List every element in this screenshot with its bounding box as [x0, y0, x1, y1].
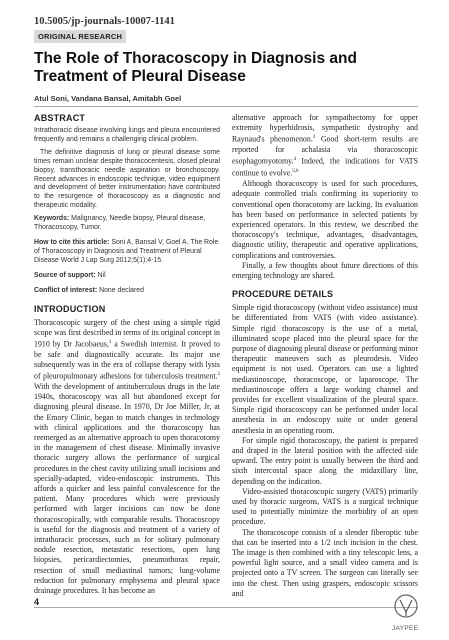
introduction-heading: INTRODUCTION — [34, 303, 106, 314]
cont-ref-3: 3 — [312, 135, 316, 141]
keywords-label: Keywords: — [34, 215, 70, 223]
doi: 10.5005/jp-journals-10007-1141 — [34, 16, 175, 27]
intro-ref-2: 2 — [217, 372, 220, 378]
citation — [34, 239, 220, 266]
source-text: Nil — [97, 271, 106, 279]
conflict-of-interest — [34, 287, 220, 296]
left-column — [34, 113, 220, 596]
keywords-text: Malignancy, Needle biopsy, Pleural disease, Thoracoscopy, Tumor. — [34, 215, 206, 232]
right-column — [232, 113, 418, 599]
abstract-paragraph-2-text: The definitive diagnosis of lung or pleural disease some times remain unclear despite thoracocentesis, closed pleural biopsy, transthoracic needle aspiration or bronchoscopy. Recent advances in endoscopic technique, video equipment and development of better instrumentation have contributed to the resurgence of thoracoscopy as a diagnostic and therapeutic modality. — [34, 148, 220, 210]
publisher-name: JAYPEE — [392, 625, 419, 632]
cont-text-a: alternative approach for sympathectomy for upper extremity hyperhidrosis, sympathetic dystrophy and Raynaud's phenomenon. — [232, 113, 418, 145]
procedure-paragraph-1: Simple rigid thoracoscopy (without video assistance) must be differentiated from VATS (with video assistance). Simple rigid thoracoscopy is the use of a metal, illuminated scope placed into the pleural space for the purpose of diagnosing pleural disease or performing minor therapeutic maneuvers such as pleurodesis. Video equipment is not used. Operators can use a lighted mediastinoscope, thoracoscope, or laparoscope. The mediastinoscope offers a large working channel and provides for excellent visualization of the pleural space. Simple rigid thoracoscopy can be performed under local anesthesia in an endoscopy suite or under general anesthesia in an operating room. — [232, 303, 418, 435]
header-divider — [34, 106, 418, 107]
authors: Atul Soni, Vandana Bansal, Amitabh Goel — [34, 94, 182, 103]
abstract-paragraph-2 — [34, 149, 220, 211]
keywords — [34, 215, 220, 233]
cont-text-c: Indeed, the indications for VATS continue to evolve. — [232, 157, 418, 178]
cont-ref-5-6: 5,6 — [292, 169, 299, 175]
article-title: The Role of Thoracoscopy in Diagnosis and Treatment of Pleural Disease — [34, 50, 357, 85]
source-label: Source of support: — [34, 271, 96, 279]
conflict-text: None declared — [99, 286, 144, 294]
section-tag: ORIGINAL RESEARCH — [34, 30, 126, 43]
abstract-heading: ABSTRACT — [34, 113, 86, 123]
future-paragraph: Finally, a few thoughts about future directions of this emerging technology are shared. — [232, 260, 418, 280]
procedure-details-heading: PROCEDURE DETAILS — [232, 289, 334, 300]
intro-ref-1: 1 — [108, 339, 112, 345]
introduction-paragraph — [34, 318, 220, 597]
procedure-paragraph-2: For simple rigid thoracoscopy, the patient is prepared and draped in the lateral position with the affected side upward. The entry point is usually between the third and sixth intercostal space along the midaxillary line, depending on the indication. — [232, 435, 418, 486]
intro-text-a: Thoracoscopic surgery of the chest using a simple rigid scope was first described in terms of its original concept in 1910 by Dr Jacobaeus, — [34, 317, 220, 349]
continued-paragraph — [232, 113, 418, 179]
intro-text-c: With the development of antituberculous drugs in the late 1940s, thoracoscopy was all but abandoned except for diagnosing pleural disease. In 1970, Dr Joe Miller, Jr, at the Emory Clinic, began to match changes in technology with clinical applications and the thoracoscopy has reemerged as an alternative approach to open thoracotomy in the management of chest disease. Minimally invasive thoracic surgery allows the performance of surgical procedures in the chest cavity utilizing small incisions and specially-adapted, video-endoscopic instruments. This affords a quicker and less painful convalescence for the patient. Many procedures which were previously performed with larger incisions can now be done thoracoscopically, with comparable results. Thoracoscopy is useful for the diagnosis and treatment of a variety of intrathoracic processes, such as for solitary pulmonary nodule resection, metastatic resections, open lung biopsies, pericardiectomies, pneumothorax repair, resection of small mediastinal tumors; lung-volume reduction for pulmonary emphysema and pleural space drainage procedures. It has become an — [34, 381, 220, 596]
abstract-paragraph-1: Intrathoracic disease involving lungs and pleura encountered frequently and remains a challenging clinical problem. — [34, 127, 220, 143]
procedure-paragraph-3: Video-assisted thoracoscopic surgery (VATS) primarily used by thoracic surgeons, VATS is a surgical technique used to potentially minimize the morbidity of an open procedure. — [232, 486, 418, 527]
review-paragraph: Although thoracoscopy is used for such procedures, adequate controlled trials confirming its superiority to conventional open thoracotomy are lacking. Its evaluation has been based on performance in selected patients by experienced operators. In this review, we described the thoracoscopy's technique, advantages, disadvantages, diagnostic utility, therapeutic and operative applications, complications and controversies. — [232, 179, 418, 260]
footer-divider — [34, 607, 418, 608]
citation-text: Soni A, Bansal V, Goel A. The Role of Thoracoscopy in Diagnosis and Treatment of Pleural Disease World J Lap Surg 2012;5(1):4-15. — [34, 238, 219, 264]
cont-ref-4: 4 — [293, 157, 297, 163]
citation-label: How to cite this article: — [34, 238, 110, 246]
intro-text-b: a Swedish internist. It proved to be safe and diagnostically accurate. Its major use subsequently was in the era of collapse therapy with lysis of pleuropulmonary adhesions for tuberculosis treatment. — [34, 339, 220, 381]
source-of-support — [34, 272, 220, 281]
procedure-paragraph-4: The thoracoscope consists of a slender fiberoptic tube that can be inserted into a 1/2 inch incision in the chest. The image is then combined with a tiny telescopic lens, a powerful light source, and a small video camera and is projected onto a TV screen. The surgeon can literally see into the chest. Then using graspers, endoscopic scissors and — [232, 527, 418, 598]
cont-text-b: Good short-term results are reported for achalasia via thoracoscopic esophagomyotomy. — [232, 135, 418, 167]
page-number: 4 — [34, 597, 40, 607]
conflict-label: Conflict of interest: — [34, 286, 98, 294]
